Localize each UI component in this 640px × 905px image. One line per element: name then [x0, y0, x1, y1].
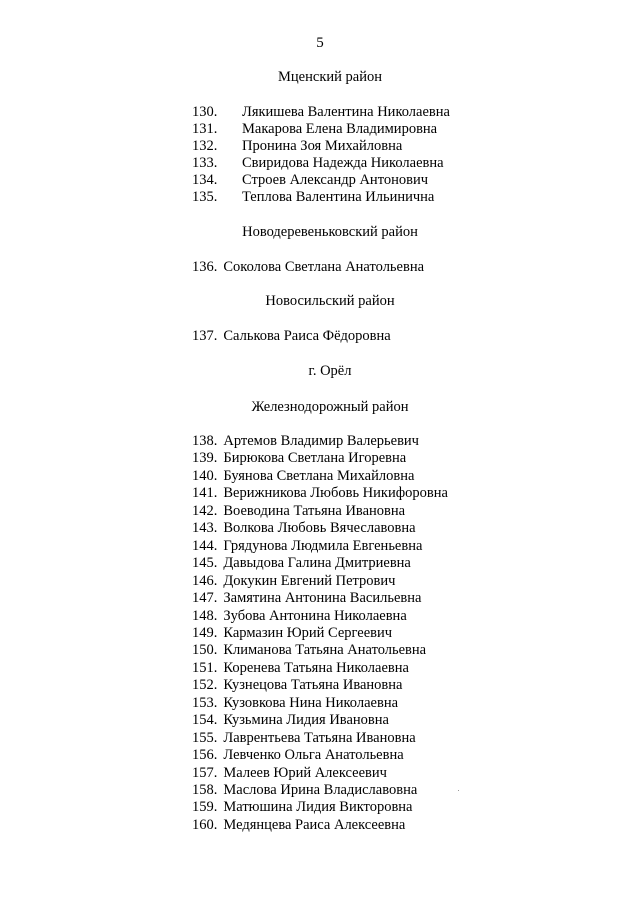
list-item: [192, 104, 450, 121]
entry-number: 131.: [192, 121, 218, 137]
entry-name: Воеводина Татьяна Ивановна: [223, 503, 406, 519]
list-item: [192, 155, 444, 172]
entry-number: 130.: [192, 104, 218, 120]
list-item: [192, 468, 414, 485]
entry-name: Буянова Светлана Михайловна: [223, 468, 415, 484]
entry-name: Климанова Татьяна Анатольевна: [223, 642, 427, 658]
entry-number: 154.: [192, 712, 218, 728]
list-item: [192, 328, 391, 345]
entry-name: Левченко Ольга Анатольевна: [223, 747, 404, 763]
page-number: 5: [316, 35, 324, 51]
section-heading: Новодеревеньковский район: [242, 224, 418, 240]
entry-name: Замятина Антонина Васильевна: [223, 590, 422, 606]
entry-number: 133.: [192, 155, 218, 171]
entry-number: 132.: [192, 138, 218, 154]
list-item: [192, 259, 424, 276]
entry-name: Свиридова Надежда Николаевна: [242, 155, 444, 171]
list-item: [192, 782, 417, 799]
entry-number: 137.: [192, 328, 218, 344]
entry-number: 159.: [192, 799, 218, 815]
entry-number: 139.: [192, 450, 218, 466]
entry-name: Лякишева Валентина Николаевна: [242, 104, 450, 120]
list-item: [192, 189, 434, 206]
entry-number: 142.: [192, 503, 218, 519]
entry-name: Докукин Евгений Петрович: [223, 573, 396, 589]
entry-number: 151.: [192, 660, 218, 676]
entry-name: Давыдова Галина Дмитриевна: [223, 555, 411, 571]
list-item: [192, 747, 404, 764]
list-item: [192, 765, 387, 782]
list-item: [192, 677, 402, 694]
entry-number: 140.: [192, 468, 218, 484]
entry-number: 149.: [192, 625, 218, 641]
entry-name: Салькова Раиса Фёдоровна: [223, 328, 391, 344]
entry-number: 143.: [192, 520, 218, 536]
section-heading: Мценский район: [278, 69, 382, 85]
entry-number: 153.: [192, 695, 218, 711]
entry-name: Коренева Татьяна Николаевна: [223, 660, 409, 676]
section-heading: Новосильский район: [265, 293, 395, 309]
entry-name: Медянцева Раиса Алексеевна: [223, 817, 406, 833]
entry-number: 148.: [192, 608, 218, 624]
entry-name: Артемов Владимир Валерьевич: [223, 433, 419, 449]
entry-number: 141.: [192, 485, 218, 501]
list-item: [192, 817, 405, 834]
entry-number: 136.: [192, 259, 218, 275]
entry-number: 150.: [192, 642, 218, 658]
entry-name: Волкова Любовь Вячеславовна: [223, 520, 416, 536]
entry-number: 152.: [192, 677, 218, 693]
entry-name: Малеев Юрий Алексеевич: [223, 765, 387, 781]
entry-name: Макарова Елена Владимировна: [242, 121, 438, 137]
list-item: [192, 121, 437, 138]
scan-speck: [458, 790, 459, 791]
entry-number: 135.: [192, 189, 218, 205]
entry-number: 155.: [192, 730, 218, 746]
entry-number: 144.: [192, 538, 218, 554]
city-heading: г. Орёл: [308, 363, 352, 379]
list-item: [192, 625, 392, 642]
list-item: [192, 450, 406, 467]
entry-name: Грядунова Людмила Евгеньевна: [223, 538, 423, 554]
entry-number: 147.: [192, 590, 218, 606]
entry-number: 134.: [192, 172, 218, 188]
list-item: [192, 485, 448, 502]
entry-name: Кармазин Юрий Сергеевич: [223, 625, 393, 641]
entry-name: Маслова Ирина Владиславовна: [223, 782, 418, 798]
entry-name: Соколова Светлана Анатольевна: [223, 259, 425, 275]
entry-number: 157.: [192, 765, 218, 781]
entry-number: 138.: [192, 433, 218, 449]
list-item: [192, 712, 389, 729]
entry-name: Строев Александр Антонович: [242, 172, 429, 188]
entry-number: 145.: [192, 555, 218, 571]
entry-name: Верижникова Любовь Никифоровна: [223, 485, 448, 501]
entry-number: 158.: [192, 782, 218, 798]
entry-name: Кузовкова Нина Николаевна: [223, 695, 399, 711]
entry-name: Кузьмина Лидия Ивановна: [223, 712, 389, 728]
entry-number: 160.: [192, 817, 218, 833]
list-item: [192, 538, 422, 555]
entry-name: Кузнецова Татьяна Ивановна: [223, 677, 403, 693]
list-item: [192, 520, 416, 537]
list-item: [192, 590, 421, 607]
list-item: [192, 172, 428, 189]
section-heading: Железнодорожный район: [251, 399, 409, 415]
list-item: [192, 642, 426, 659]
entry-number: 146.: [192, 573, 218, 589]
entry-name: Пронина Зоя Михайловна: [242, 138, 403, 154]
list-item: [192, 138, 402, 155]
entry-name: Матюшина Лидия Викторовна: [223, 799, 413, 815]
list-item: [192, 799, 413, 816]
entry-name: Теплова Валентина Ильинична: [242, 189, 435, 205]
entry-name: Лаврентьева Татьяна Ивановна: [223, 730, 416, 746]
list-item: [192, 433, 419, 450]
list-item: [192, 695, 398, 712]
entry-name: Бирюкова Светлана Игоревна: [223, 450, 407, 466]
list-item: [192, 608, 407, 625]
list-item: [192, 503, 405, 520]
list-item: [192, 660, 409, 677]
list-item: [192, 555, 411, 572]
entry-number: 156.: [192, 747, 218, 763]
entry-name: Зубова Антонина Николаевна: [223, 608, 407, 624]
list-item: [192, 573, 395, 590]
list-item: [192, 730, 416, 747]
